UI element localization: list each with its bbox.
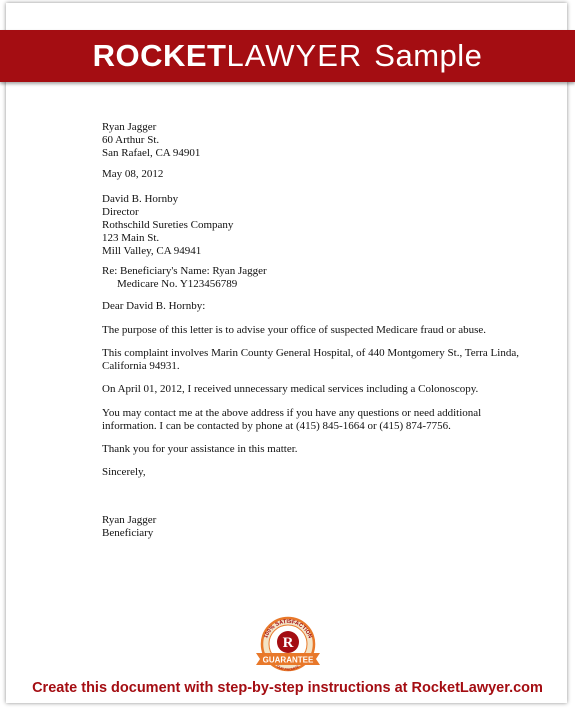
seal-top-text: 100% SATISFACTION — [263, 618, 313, 640]
salutation: Dear David B. Hornby: — [102, 300, 206, 312]
sender-name: Ryan Jagger — [102, 121, 157, 133]
paragraph-thanks: Thank you for your assistance in this matter. — [102, 443, 298, 455]
paragraph-purpose: The purpose of this letter is to advise your office of suspected Medicare fraud or abuse. — [102, 324, 487, 336]
signature-block — [102, 514, 156, 540]
letter-date: May 08, 2012 — [102, 168, 164, 180]
sample-banner — [0, 30, 575, 82]
recipient-address — [102, 193, 233, 258]
signature-role: Beneficiary — [102, 527, 154, 539]
sample-label: Sample — [374, 38, 483, 73]
recipient-city: Mill Valley, CA 94941 — [102, 245, 202, 257]
re-line — [102, 265, 267, 291]
sender-address — [102, 121, 200, 160]
recipient-company: Rothschild Sureties Company — [102, 219, 234, 231]
brand-rocket: ROCKET — [92, 38, 227, 73]
seal-bottom-text: OUR PROMISE — [275, 664, 301, 672]
brand-lawyer: LAWYER — [226, 38, 363, 73]
sender-street: 60 Arthur St. — [102, 134, 160, 146]
footer-call-to-action[interactable]: Create this document with step-by-step instructions at RocketLawyer.com — [32, 680, 543, 696]
re-medicare-number: Medicare No. Y123456789 — [117, 278, 238, 290]
guarantee-seal-icon — [252, 615, 324, 677]
paragraph-complaint: This complaint involves Marin County General Hospital, of 440 Montgomery St., Terra Linda, California 94931. — [102, 347, 519, 372]
seal-letter: R — [282, 635, 294, 651]
closing: Sincerely, — [102, 466, 146, 478]
recipient-title: Director — [102, 206, 139, 218]
recipient-street: 123 Main St. — [102, 232, 160, 244]
paragraph-services: On April 01, 2012, I received unnecessary medical services including a Colonoscopy. — [102, 383, 479, 395]
sender-city: San Rafael, CA 94901 — [102, 147, 201, 159]
seal-ribbon-text: GUARANTEE — [262, 655, 314, 665]
signature-name: Ryan Jagger — [102, 514, 157, 526]
re-beneficiary: Re: Beneficiary's Name: Ryan Jagger — [102, 265, 267, 277]
paragraph-contact: You may contact me at the above address if you have any questions or need additional information. I can be contacted by phone at (415) 845-1664 or (415) 874-7756. — [102, 407, 482, 432]
recipient-name: David B. Hornby — [102, 193, 179, 205]
